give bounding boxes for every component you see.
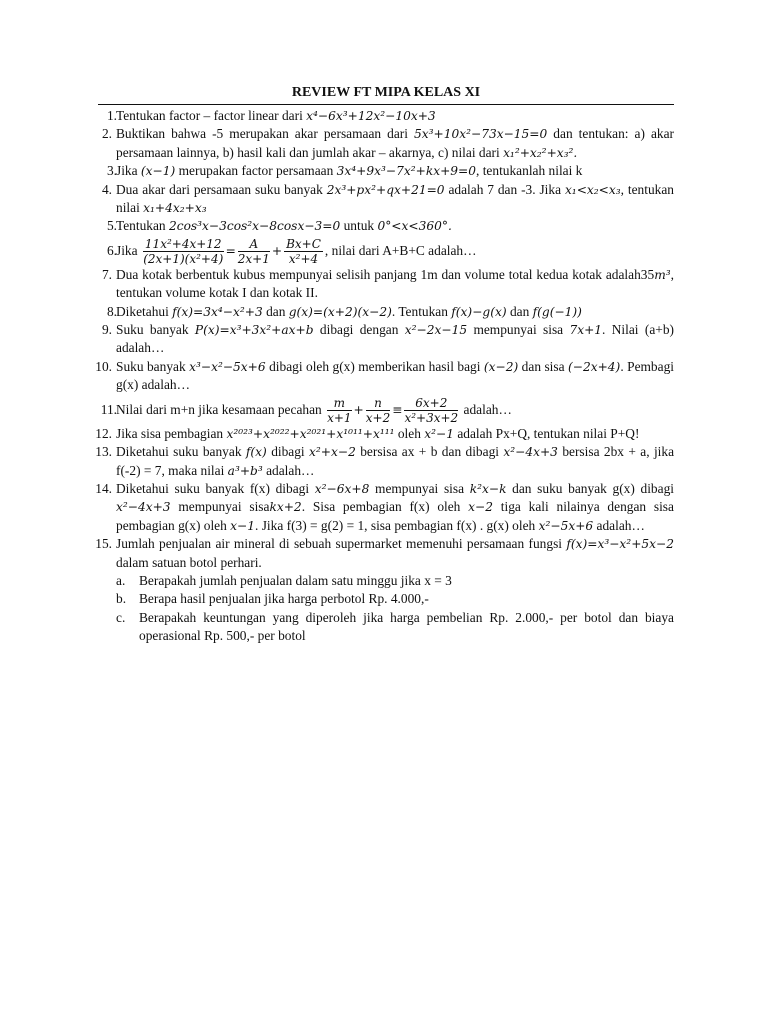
math-expression: x₁+4x₂+x₃: [143, 201, 207, 216]
question-text: dan: [262, 303, 289, 319]
question-number: 14.: [95, 480, 112, 496]
document-page: [95, 84, 675, 646]
sub-question-text: Berapa hasil penjualan jika harga perbotol Rp. 4.000,-: [139, 591, 429, 607]
question-number: 13.: [95, 444, 112, 460]
math-expression: 0°<x<360°.: [377, 219, 452, 234]
question-text: dibagi oleh g(x) memberikan hasil bagi: [265, 358, 484, 374]
math-expression: (x−2): [483, 359, 519, 374]
question-text: . Pembagi g(x) adalah…: [116, 358, 674, 393]
question-text: untuk: [340, 218, 378, 234]
question-number: 11.: [100, 401, 117, 417]
math-expression: x²⁰²³+x²⁰²²+x²⁰²¹+x¹⁰¹¹+x¹¹¹: [226, 426, 395, 441]
fraction-denominator: 2x+1: [237, 252, 270, 267]
math-expression: 2x³+px²+qx+21=0: [326, 182, 445, 197]
fraction: [404, 396, 458, 425]
math-expression: g(x)=(x+2)(x−2): [288, 304, 392, 319]
question-number: 15.: [95, 536, 112, 552]
question-text: dan: [506, 303, 533, 319]
question-text: Jika: [116, 163, 141, 179]
question-text: Suku banyak: [116, 358, 190, 374]
question-text: dibagi: [266, 444, 310, 460]
question-number: 2.: [101, 126, 112, 142]
sub-question-a: [116, 572, 674, 590]
question-15: [95, 535, 674, 645]
question-text: , nilai dari A+B+C adalah…: [324, 242, 477, 258]
question-text: Jika sisa pembagian: [116, 425, 227, 441]
question-text: dan suku banyak g(x) dibagi: [506, 480, 674, 496]
fraction: [238, 237, 270, 266]
question-text: Tentukan factor – factor linear dari: [116, 108, 307, 123]
question-text: adalah…: [460, 401, 512, 417]
question-list: [95, 107, 675, 646]
question-text: dalam satuan botol perhari.: [116, 554, 262, 570]
math-expression: x³−x²−5x+6: [189, 359, 266, 374]
math-expression: f(g(−1)): [532, 304, 582, 319]
question-text: adalah…: [593, 517, 645, 533]
math-expression: x⁴−6x³+12x²−10x+3: [306, 109, 436, 123]
title-underline: [98, 104, 674, 105]
math-expression: kx+2: [269, 500, 302, 515]
question-text: mempunyai sisa: [467, 322, 570, 338]
question-text: Diketahui: [116, 303, 173, 319]
question-text: mempunyai sisa: [170, 499, 270, 515]
question-text: dibagi dengan: [313, 322, 405, 338]
question-text: bersisa 2bx + a, jika f(-2) = 7, maka nilai: [116, 444, 675, 478]
question-text: dan sisa: [518, 358, 568, 374]
page-title: REVIEW FT MIPA KELAS XI: [291, 85, 481, 100]
question-text: Diketahui suku banyak f(x) dibagi: [116, 480, 315, 496]
question-text: merupakan factor persamaan: [175, 163, 337, 179]
fraction: [284, 237, 323, 266]
fraction: [143, 237, 224, 266]
question-text: bersisa ax + b dan dibagi: [355, 444, 504, 460]
question-text: . Tentukan: [391, 303, 452, 319]
sub-question-label: b.: [116, 591, 127, 607]
question-text: . Sisa pembagian f(x) oleh: [301, 499, 469, 515]
math-expression: x−2: [468, 500, 493, 515]
math-expression: 7x+1: [569, 323, 603, 338]
sub-question-c: [116, 609, 674, 646]
fraction-numerator: A: [238, 237, 270, 252]
fraction: [366, 396, 390, 425]
fraction-numerator: 11x²+4x+12: [144, 237, 222, 252]
question-number: 3.: [106, 163, 117, 179]
question-14: [95, 480, 674, 535]
math-expression: 2cos³x−3cos²x−8cosx−3=0: [168, 219, 341, 234]
question-number: 8.: [106, 303, 117, 319]
math-expression: x−1: [230, 518, 255, 533]
question-4: [98, 181, 674, 218]
math-expression: x²−5x+6: [538, 518, 594, 533]
math-expression: f(x)=3x⁴−x²+3: [172, 304, 263, 319]
question-text: Jika: [116, 242, 141, 258]
math-expression: (x−1): [140, 164, 176, 179]
fraction-denominator: x+1: [327, 411, 352, 426]
question-text: Dua kotak berbentuk kubus mempunyai selisih panjang 1m dan volume total kedua kotak adalah35: [116, 266, 655, 282]
plus-sign: +: [353, 402, 364, 417]
question-text: Tentukan: [116, 218, 169, 234]
math-expression: x₁<x₂<x₃: [564, 182, 621, 197]
question-text: adalah Px+Q, tentukan nilai P+Q!: [453, 425, 640, 441]
question-text: , tentukan nilai: [116, 181, 674, 216]
equivalent-sign: ≡: [392, 402, 403, 417]
question-text: . Jika f(3) = g(2) = 1, sisa pembagian f(x) . g(x) oleh: [255, 517, 539, 533]
math-expression: x²+x−2: [309, 445, 356, 460]
question-12: [95, 425, 674, 443]
question-text: dan tentukan: a) akar persamaan lainnya, b) hasil kali dan jumlah akar – akarnya, c) nilai dari: [116, 126, 675, 160]
question-number: 5.: [106, 218, 117, 234]
fraction-numerator: n: [366, 396, 390, 411]
question-text: Suku banyak: [116, 322, 195, 338]
question-text: Dua akar dari persamaan suku banyak: [116, 181, 327, 197]
question-text: Buktikan bahwa -5 merupakan akar persamaan dari: [116, 126, 414, 142]
fraction-denominator: (2x+1)(x²+4): [143, 252, 224, 267]
question-3: [98, 162, 674, 180]
question-number: 7.: [101, 266, 112, 282]
math-expression: 5x³+10x²−73x−15=0: [414, 127, 548, 142]
question-text: adalah 7 dan -3. Jika: [444, 181, 565, 197]
question-1: [98, 107, 674, 125]
math-expression: x²−4x+3: [116, 500, 171, 515]
math-expression: x²−1: [424, 426, 454, 441]
fraction: [327, 396, 351, 425]
sub-question-label: a.: [116, 572, 126, 588]
question-text: mempunyai sisa: [369, 480, 470, 496]
sub-question-text: Berapakah keuntungan yang diperoleh jika harga pembelian Rp. 2.000,- per botol dan biaya operasional Rp. 500,- per botol: [139, 609, 674, 644]
math-expression: m³: [654, 267, 671, 282]
question-text: , tentukan volume kotak I dan kotak II.: [116, 266, 674, 301]
math-expression: f(x): [245, 445, 267, 460]
math-expression: f(x)=x³−x²+5x−2: [566, 537, 674, 552]
question-text: adalah…: [262, 462, 315, 478]
math-expression: x²−4x+3: [503, 445, 558, 460]
fraction-denominator: x+2: [365, 411, 391, 426]
question-13: [95, 443, 675, 480]
equals-sign: =: [225, 243, 236, 258]
question-text: . Nilai (a+b) adalah…: [116, 322, 674, 356]
math-expression: P(x)=x³+3x²+ax+b: [194, 323, 314, 338]
sub-question-list: [116, 572, 674, 646]
question-number: 6.: [106, 242, 117, 258]
fraction-denominator: x²+4: [288, 252, 319, 267]
question-number: 10.: [95, 358, 112, 374]
question-10: [95, 358, 674, 395]
question-text: , tentukanlah nilai k: [476, 163, 583, 179]
question-text: oleh: [394, 425, 425, 441]
math-expression: x²−6x+8: [314, 481, 370, 496]
math-expression: 3x⁴+9x³−7x²+kx+9=0: [336, 164, 477, 179]
question-text: Diketahui suku banyak: [116, 444, 246, 460]
question-8: [98, 303, 674, 321]
question-9: [98, 321, 674, 358]
question-2: [98, 125, 674, 162]
question-number: 9.: [101, 322, 112, 338]
math-expression: f(x)−g(x): [451, 304, 507, 319]
plus-sign: +: [271, 243, 283, 258]
math-expression: x₁²+x₂²+x₃².: [503, 145, 578, 160]
sub-question-b: [116, 590, 674, 608]
sub-question-label: c.: [116, 609, 126, 625]
sub-question-text: Berapakah jumlah penjualan dalam satu minggu jika x = 3: [139, 572, 452, 588]
question-text: Jumlah penjualan air mineral di sebuah supermarket memenuhi persamaan fungsi: [116, 536, 567, 552]
question-7: [98, 266, 674, 303]
question-number: 12.: [95, 425, 112, 441]
question-text: tiga kali nilainya dengan sisa pembagian g(x) oleh: [116, 499, 674, 533]
fraction-numerator: Bx+C: [286, 237, 321, 252]
question-text: Nilai dari m+n jika kesamaan pecahan: [116, 401, 326, 417]
math-expression: (−2x+4): [568, 359, 621, 374]
math-expression: x²−2x−15: [404, 323, 468, 338]
math-expression: k²x−k: [469, 481, 507, 496]
fraction-numerator: 6x+2: [404, 396, 458, 411]
math-expression: a³+b³: [227, 463, 263, 478]
fraction-numerator: m: [327, 396, 351, 411]
question-number: 4.: [101, 181, 112, 197]
fraction-denominator: x²+3x+2: [404, 411, 459, 426]
question-number: 1.: [106, 108, 117, 123]
question-6: [98, 234, 674, 268]
question-11: [98, 393, 674, 427]
